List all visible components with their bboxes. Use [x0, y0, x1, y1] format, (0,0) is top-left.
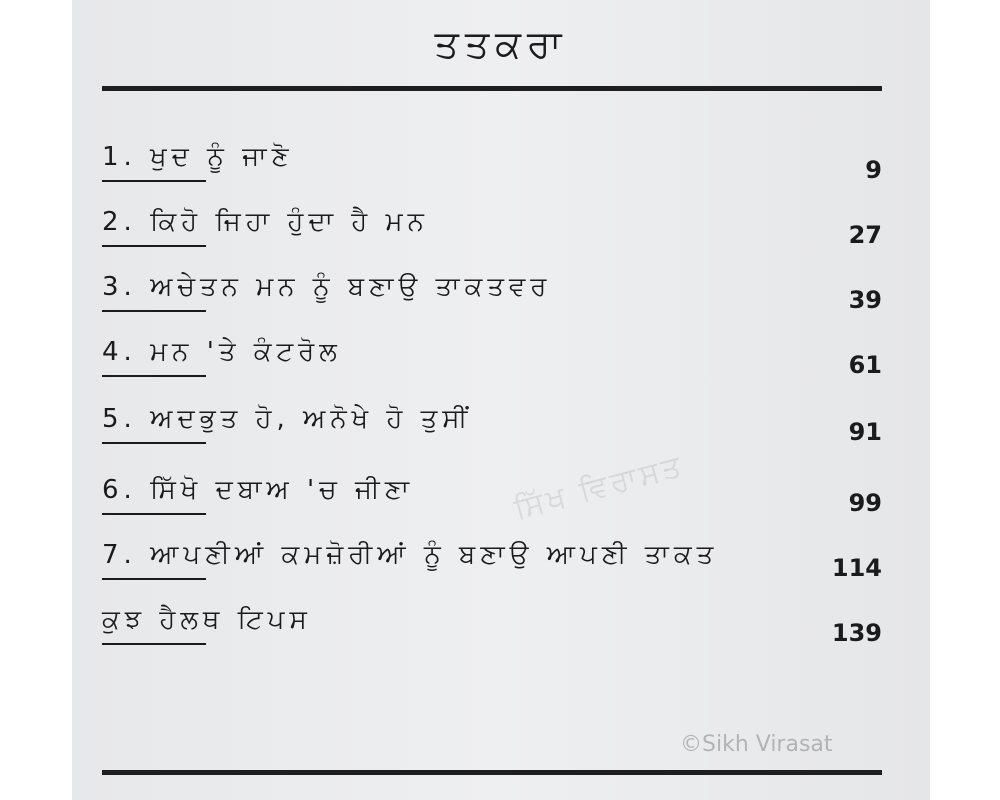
entry-underline: [102, 442, 206, 444]
top-divider: [102, 86, 882, 91]
toc-entry-page: 99: [848, 489, 882, 517]
toc-entry: [102, 540, 882, 600]
bottom-divider: [102, 770, 882, 775]
toc-entry-page: 139: [831, 619, 882, 647]
toc-entry: [102, 207, 882, 267]
entry-underline: [102, 513, 206, 515]
toc-entry-page: 39: [848, 286, 882, 314]
toc-entry-label: 5. ਅਦਭੁਤ ਹੋ, ਅਨੋਖੇ ਹੋ ਤੁਸੀਂ: [102, 404, 473, 434]
toc-entry-page: 114: [831, 554, 882, 582]
toc-entry-label: 2. ਕਿਹੋ ਜਿਹਾ ਹੁੰਦਾ ਹੈ ਮਨ: [102, 207, 429, 237]
toc-entry: [102, 337, 882, 397]
book-page: [72, 0, 930, 800]
toc-entry-label: 3. ਅਚੇਤਨ ਮਨ ਨੂੰ ਬਣਾਉ ਤਾਕਤਵਰ: [102, 272, 552, 302]
entry-underline: [102, 180, 206, 182]
toc-entry-label: 7. ਆਪਣੀਆਂ ਕਮਜ਼ੋਰੀਆਂ ਨੂੰ ਬਣਾਉ ਆਪਣੀ ਤਾਕਤ: [102, 540, 719, 570]
toc-entry: [102, 404, 882, 464]
toc-entry-page: 91: [848, 418, 882, 446]
toc-entry: [102, 475, 882, 535]
toc-entry-label: 6. ਸਿੱਖੋ ਦਬਾਅ 'ਚ ਜੀਣਾ: [102, 475, 415, 505]
entry-underline: [102, 375, 206, 377]
toc-entry-label: 4. ਮਨ 'ਤੇ ਕੰਟਰੋਲ: [102, 337, 342, 367]
toc-entry: [102, 605, 882, 665]
toc-entry-page: 27: [848, 221, 882, 249]
entry-underline: [102, 245, 206, 247]
entry-underline: [102, 310, 206, 312]
toc-entry-label: 1. ਖੁਦ ਨੂੰ ਜਾਣੋ: [102, 142, 294, 172]
toc-entry: [102, 272, 882, 332]
toc-entry-label: ਕੁਝ ਹੈਲਥ ਟਿਪਸ: [102, 605, 312, 635]
toc-entry-page: 9: [865, 156, 882, 184]
toc-entry: [102, 142, 882, 202]
copyright-mark: ©Sikh Virasat: [680, 732, 833, 757]
toc-entry-page: 61: [848, 351, 882, 379]
page-title: ਤਤਕਰਾ: [434, 22, 568, 66]
watermark-text: ਸਿੱਖ ਵਿਰਾਸਤ: [510, 448, 688, 527]
entry-underline: [102, 578, 206, 580]
entry-underline: [102, 643, 206, 645]
